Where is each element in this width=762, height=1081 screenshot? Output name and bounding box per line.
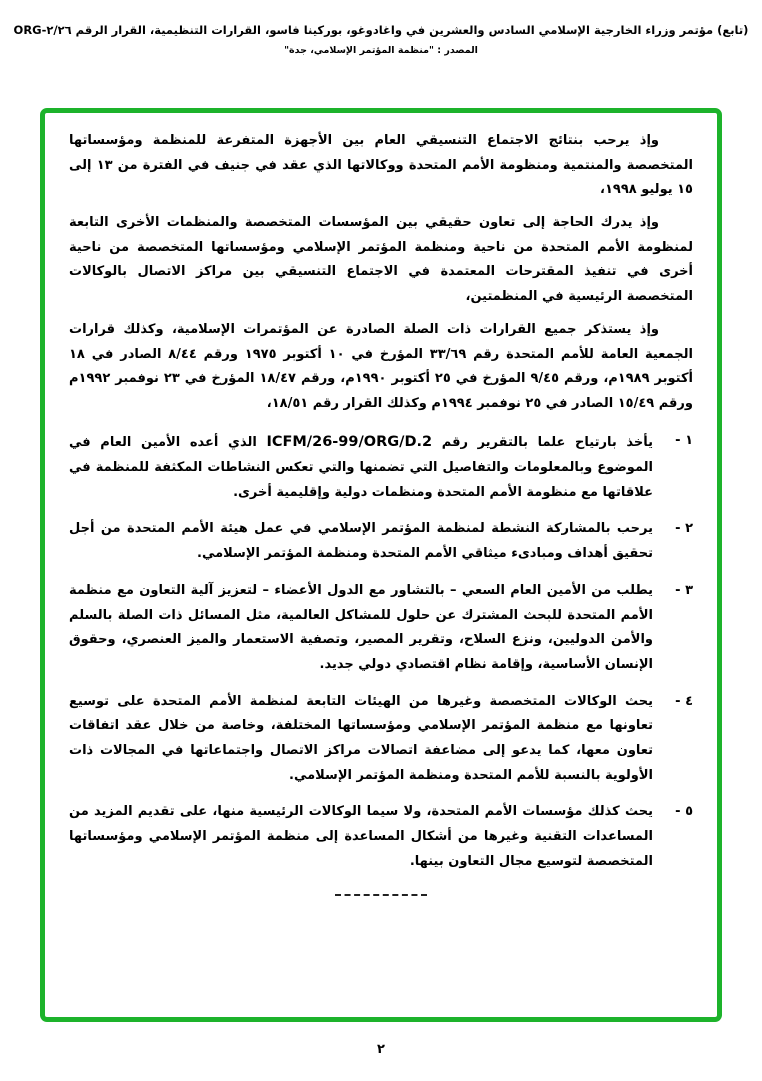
item-number: ١ -	[675, 432, 693, 448]
document-header	[8, 22, 754, 56]
resolution-item-2	[69, 517, 693, 566]
dashed-separator	[335, 894, 427, 896]
item-text: يحث كذلك مؤسسات الأمم المتحدة، ولا سيما الوكالات الرئيسية منها، على تقديم المزيد من المساعدات التقنية وغيرها من أشكال المساعدة إلى منظمة المؤتمر الإسلامي ومؤسساتها المتخصصة لتوسيع مجال التعاون بينها.	[69, 804, 653, 869]
document-source: المصدر : "منظمة المؤتمر الإسلامي، جدة"	[284, 45, 478, 57]
item-text: يرحب بالمشاركة النشطة لمنظمة المؤتمر الإسلامي في عمل هيئة الأمم المتحدة من أجل تحقيق أهداف ومبادىء ميثاقي الأمم المتحدة ومنظمة المؤتمر الإسلامي.	[69, 521, 653, 562]
resolution-item-3	[69, 579, 693, 678]
item-text-after-code: الذي أعده الأمين العام في الموضوع وبالمعلومات والتفاصيل التي تضمنها والتي تعكس النشاطات المكثفة للمنظمة في علاقاتها مع منظومة الأمم المتحدة ومنظمات دولية وإقليمية أخرى.	[69, 434, 653, 500]
item-number: ٣ -	[675, 582, 693, 598]
item-number: ٤ -	[675, 693, 693, 709]
page-number: ٢	[377, 1042, 385, 1057]
resolution-item-5	[69, 800, 693, 874]
resolution-item-4	[69, 690, 693, 789]
preamble-paragraph-1: وإذ يرحب بنتائج الاجتماع التنسيقي العام بين الأجهزة المتفرعة للمنظمة ومؤسساتها المتخصصة والمنتمية ومنظومة الأمم المتحدة ووكالاتها الذي عقد في جنيف في الفترة من ١٣ إلى ١٥ يوليو ١٩٩٨،	[69, 133, 694, 198]
item-text: يطلب من الأمين العام السعي – بالتشاور مع الدول الأعضاء – لتعزيز آلية التعاون مع منظمة الأمم المتحدة للبحث المشترك عن حلول للمشاكل العالمية، مثل المسائل ذات الصلة بالسلم والأمن الدوليين، ونزع السلاح، وتقرير المصير، وتصفية الاستعمار والميز العنصري، وحقوق الإنسان الأساسية، وإقامة نظام اقتصادي دولي جديد.	[69, 582, 653, 672]
item-text	[69, 429, 653, 506]
document-title: (تابع) مؤتمر وزراء الخارجية الإسلامي السادس والعشرين في واغادوغو، بوركينا فاسو، القرارات التنظيمية، القرار الرقم ٢/٢٦-ORG	[13, 23, 749, 37]
resolution-item-1	[69, 429, 693, 506]
resolution-frame	[40, 108, 722, 1022]
item-number: ٥ -	[675, 804, 693, 820]
preamble-paragraph-2: وإذ يدرك الحاجة إلى تعاون حقيقي بين المؤسسات المتخصصة والمنظمات الأخرى التابعة لمنظومة الأمم المتحدة من ناحية ومنظمة المؤتمر الإسلامي ومؤسساتها المتخصصة من ناحية أخرى في تنفيذ المقترحات المعتمدة في الاجتماع التنسيقي بين مراكز الاتصال بالوكالات المتخصصة الرئيسية في المنظمتين،	[69, 215, 693, 305]
item-text: يحث الوكالات المتخصصة وغيرها من الهيئات التابعة لمنظمة الأمم المتحدة على توسيع تعاونها مع منظمة المؤتمر الإسلامي ومؤسساتها المختلفة، وخاصة من خلال عقد اتفاقات تعاون معها، كما يدعو إلى مضاعفة اتصالات مراكز الاتصال واجتماعاتها في المجالات ذات الأولوية بالنسبة للأمم المتحدة ومنظمة المؤتمر الإسلامي.	[69, 693, 653, 783]
item-number: ٢ -	[675, 521, 693, 537]
report-code: ICFM/26-99/ORG/D.2	[266, 433, 433, 450]
item-text-before-code: يأخذ بارتياح علما بالتقرير رقم	[432, 434, 653, 450]
preamble-paragraph-3: وإذ يستذكر جميع القرارات ذات الصلة الصادرة عن المؤتمرات الإسلامية، وكذلك قرارات الجمعية العامة للأمم المتحدة رقم ٣٣/٦٩ المؤرخ في ١٠ أكتوبر ١٩٧٥ ورقم ٨/٤٤ الصادر في ١٨ أكتوبر ١٩٨٩م، ورقم ٩/٤٥ المؤرخ في ٢٥ أكتوبر ١٩٩٠م، ورقم ١٨/٤٧ المؤرخ في ٢٣ نوفمبر ١٩٩٢م ورقم ١٥/٤٩ الصادر في ٢٥ نوفمبر ١٩٩٤م وكذلك القرار رقم ١٨/٥١،	[69, 321, 693, 411]
resolution-body	[69, 129, 693, 896]
